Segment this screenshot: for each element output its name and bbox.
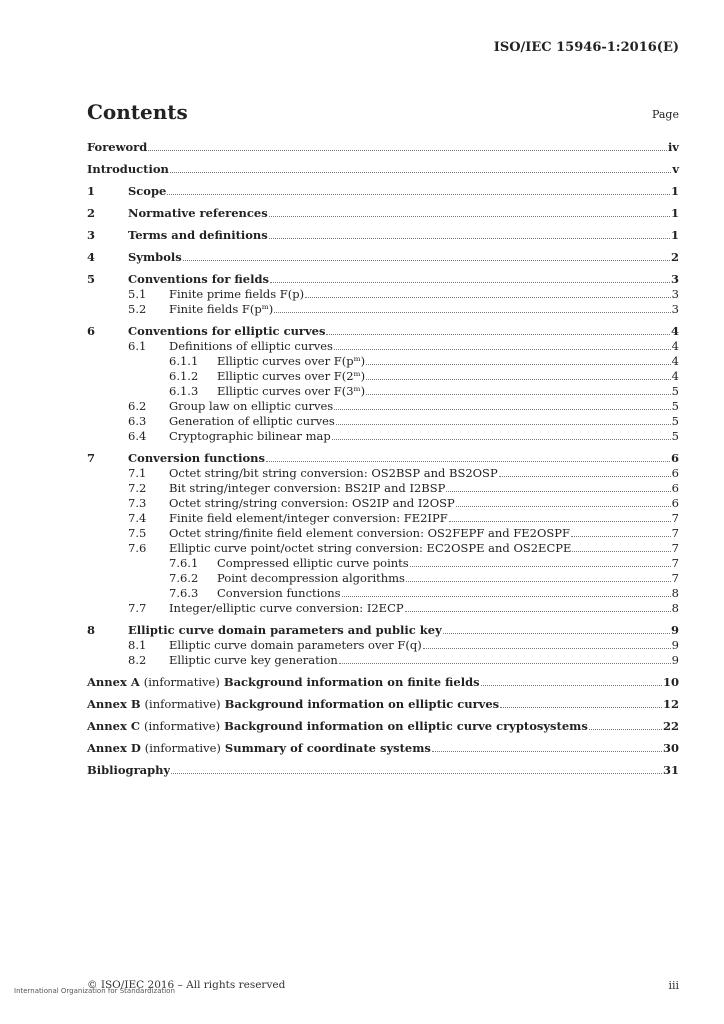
toc-entry[interactable] xyxy=(87,324,679,339)
table-of-contents xyxy=(87,140,679,778)
toc-entry-title: Scope xyxy=(128,184,167,198)
toc-entry-number: 5.2 xyxy=(128,302,147,316)
leader-dots xyxy=(326,333,670,335)
toc-entry[interactable] xyxy=(87,384,679,399)
toc-entry-page: 4 xyxy=(671,369,679,383)
toc-entry-page: 2 xyxy=(670,250,679,264)
toc-entry-number: 7.5 xyxy=(128,526,147,540)
toc-entry-number: 6.1.2 xyxy=(169,369,199,383)
toc-entry-number: 1 xyxy=(87,184,96,198)
toc-entry-title: Octet string/string conversion: OS2IP and I2OSP xyxy=(169,496,455,510)
leader-dots xyxy=(270,281,670,283)
toc-entry-number: 8 xyxy=(87,623,96,637)
leader-dots xyxy=(167,193,670,195)
toc-entry-number: 7.6.2 xyxy=(169,571,199,585)
toc-entry-number: 7.6.1 xyxy=(169,556,199,570)
leader-dots xyxy=(274,311,670,313)
toc-entry[interactable] xyxy=(87,354,679,369)
toc-entry-number: 2 xyxy=(87,206,96,220)
toc-entry-page: 6 xyxy=(670,451,679,465)
toc-entry[interactable] xyxy=(87,302,679,317)
toc-entry-page: 8 xyxy=(671,601,679,615)
leader-dots xyxy=(183,259,670,261)
toc-entry[interactable] xyxy=(87,511,679,526)
toc-entry[interactable] xyxy=(87,184,679,199)
toc-entry[interactable] xyxy=(87,623,679,638)
toc-entry-page: 7 xyxy=(671,556,679,570)
toc-entry[interactable] xyxy=(87,675,679,690)
toc-entry-page: 4 xyxy=(671,339,679,353)
leader-dots xyxy=(269,215,670,217)
toc-entry-page: 10 xyxy=(662,675,679,689)
annex-label: Annex A xyxy=(87,675,140,689)
leader-dots xyxy=(446,490,670,492)
leader-dots xyxy=(410,565,671,567)
toc-entry[interactable] xyxy=(87,496,679,511)
toc-entry-number: 3 xyxy=(87,228,96,242)
toc-entry[interactable] xyxy=(87,586,679,601)
toc-entry-title: Octet string/finite field element conversion: OS2FEPF and FE2OSPF xyxy=(169,526,570,540)
leader-dots xyxy=(171,772,662,774)
toc-entry-title: Foreword xyxy=(87,140,148,154)
leader-dots xyxy=(148,149,667,151)
toc-entry-page: 30 xyxy=(662,741,679,755)
toc-entry-page: 22 xyxy=(662,719,679,733)
toc-entry[interactable] xyxy=(87,719,679,734)
leader-dots xyxy=(481,684,662,686)
copyright-notice: © ISO/IEC 2016 – All rights reserved xyxy=(87,979,286,991)
toc-entry-title: Elliptic curve point/octet string conversion: EC2OSPE and OS2ECPE xyxy=(169,541,572,555)
leader-dots xyxy=(366,378,671,380)
leader-dots xyxy=(332,438,671,440)
leader-dots xyxy=(423,647,671,649)
toc-entry[interactable] xyxy=(87,466,679,481)
toc-entry-title: Point decompression algorithms xyxy=(217,571,405,585)
toc-entry-title: Background information on elliptic curves xyxy=(224,697,500,711)
toc-entry-page: 3 xyxy=(671,287,679,301)
leader-dots xyxy=(266,460,670,462)
toc-entry-page: 4 xyxy=(671,354,679,368)
toc-entry[interactable] xyxy=(87,763,679,778)
toc-entry[interactable] xyxy=(87,414,679,429)
toc-entry-number: 7.6.3 xyxy=(169,586,199,600)
toc-entry-page: 5 xyxy=(671,399,679,413)
leader-dots xyxy=(336,423,671,425)
toc-entry-number: 6.4 xyxy=(128,429,147,443)
toc-entry-page: 7 xyxy=(671,571,679,585)
toc-entry-page: 7 xyxy=(671,511,679,525)
toc-entry-number: 7.3 xyxy=(128,496,147,510)
leader-dots xyxy=(339,662,671,664)
toc-entry-number: 7 xyxy=(87,451,96,465)
toc-entry[interactable] xyxy=(87,339,679,354)
toc-entry-title: Elliptic curve domain parameters and public key xyxy=(128,623,442,637)
toc-entry-title: Finite prime fields F(p) xyxy=(169,287,305,301)
leader-dots xyxy=(366,363,671,365)
toc-entry-title: Normative references xyxy=(128,206,268,220)
toc-entry[interactable] xyxy=(87,451,679,466)
toc-entry-title: Cryptographic bilinear map xyxy=(169,429,331,443)
toc-entry-number: 6.1 xyxy=(128,339,147,353)
document-id: ISO/IEC 15946-1:2016(E) xyxy=(493,40,679,55)
watermark: International Organization for Standardization xyxy=(14,987,175,995)
toc-entry-page: 1 xyxy=(670,206,679,220)
toc-entry[interactable] xyxy=(87,272,679,287)
toc-entry-title: Group law on elliptic curves xyxy=(169,399,334,413)
toc-entry-number: 7.7 xyxy=(128,601,147,615)
leader-dots xyxy=(334,348,671,350)
toc-entry-title: Elliptic curve key generation xyxy=(169,653,338,667)
toc-entry[interactable] xyxy=(87,481,679,496)
toc-entry-title: Finite field element/integer conversion: FE2IPF xyxy=(169,511,448,525)
leader-dots xyxy=(334,408,670,410)
toc-entry-title: Definitions of elliptic curves xyxy=(169,339,333,353)
toc-entry[interactable] xyxy=(87,206,679,221)
toc-entry-title: Bibliography xyxy=(87,763,171,777)
leader-dots xyxy=(305,296,671,298)
toc-entry-title: Compressed elliptic curve points xyxy=(217,556,409,570)
leader-dots xyxy=(406,580,671,582)
toc-entry-page: iv xyxy=(667,140,679,154)
toc-entry-page: 6 xyxy=(671,496,679,510)
toc-entry-title: Summary of coordinate systems xyxy=(224,741,431,755)
toc-entry-page: 5 xyxy=(671,384,679,398)
toc-entry-title: Finite fields F(pᵐ) xyxy=(169,302,274,316)
toc-entry[interactable] xyxy=(87,162,679,177)
toc-entry-page: 7 xyxy=(671,526,679,540)
toc-entry[interactable] xyxy=(87,653,679,668)
leader-dots xyxy=(456,505,671,507)
toc-entry[interactable] xyxy=(87,601,679,616)
leader-dots xyxy=(572,550,670,552)
leader-dots xyxy=(449,520,671,522)
leader-dots xyxy=(589,728,662,730)
toc-entry-title: Conventions for elliptic curves xyxy=(128,324,326,338)
toc-entry-page: 1 xyxy=(670,184,679,198)
toc-entry-page: 3 xyxy=(670,272,679,286)
toc-entry-page: v xyxy=(672,162,679,176)
toc-entry-number: 5.1 xyxy=(128,287,147,301)
toc-entry-number: 7.2 xyxy=(128,481,147,495)
page-column-label: Page xyxy=(651,108,679,121)
toc-entry-page: 6 xyxy=(671,481,679,495)
leader-dots xyxy=(405,610,671,612)
toc-entry-title: Elliptic curves over F(pᵐ) xyxy=(217,354,366,368)
toc-entry-title: Terms and definitions xyxy=(128,228,268,242)
toc-entry[interactable] xyxy=(87,638,679,653)
toc-entry-page: 5 xyxy=(671,414,679,428)
toc-entry-title: Elliptic curves over F(3ᵐ) xyxy=(217,384,366,398)
leader-dots xyxy=(432,750,662,752)
toc-entry[interactable] xyxy=(87,399,679,414)
toc-entry-page: 5 xyxy=(671,429,679,443)
toc-entry-title: Elliptic curve domain parameters over F(q) xyxy=(169,638,422,652)
page-number: iii xyxy=(668,979,679,992)
toc-entry-page: 6 xyxy=(671,466,679,480)
toc-entry[interactable] xyxy=(87,250,679,265)
annex-note: (informative) xyxy=(144,741,221,755)
toc-entry-title: Introduction xyxy=(87,162,169,176)
leader-dots xyxy=(342,595,671,597)
toc-entry-page: 3 xyxy=(671,302,679,316)
leader-dots xyxy=(500,706,662,708)
annex-label: Annex B xyxy=(87,697,141,711)
toc-entry-title: Bit string/integer conversion: BS2IP and I2BSP xyxy=(169,481,446,495)
toc-entry-number: 8.2 xyxy=(128,653,147,667)
toc-entry-title: Conversion functions xyxy=(128,451,265,465)
toc-entry-title: Conventions for fields xyxy=(128,272,269,286)
toc-entry[interactable] xyxy=(87,556,679,571)
toc-entry[interactable] xyxy=(87,697,679,712)
annex-label: Annex D xyxy=(87,741,141,755)
toc-entry-title: Background information on finite fields xyxy=(223,675,480,689)
toc-entry-number: 4 xyxy=(87,250,96,264)
leader-dots xyxy=(366,393,671,395)
toc-entry-title: Symbols xyxy=(128,250,182,264)
toc-entry[interactable] xyxy=(87,228,679,243)
toc-entry-page: 9 xyxy=(670,623,679,637)
toc-entry-title: Octet string/bit string conversion: OS2BSP and BS2OSP xyxy=(169,466,498,480)
toc-entry-number: 6.1.1 xyxy=(169,354,199,368)
toc-entry-page: 8 xyxy=(671,586,679,600)
toc-entry-page: 9 xyxy=(671,638,679,652)
toc-entry-title: Background information on elliptic curve cryptosystems xyxy=(224,719,588,733)
toc-entry[interactable] xyxy=(87,287,679,302)
toc-entry[interactable] xyxy=(87,741,679,756)
toc-entry-title: Integer/elliptic curve conversion: I2ECP xyxy=(169,601,404,615)
toc-entry-page: 4 xyxy=(670,324,679,338)
annex-note: (informative) xyxy=(143,675,220,689)
annex-label: Annex C xyxy=(87,719,140,733)
toc-entry[interactable] xyxy=(87,541,679,556)
toc-entry[interactable] xyxy=(87,429,679,444)
toc-entry-title: Conversion functions xyxy=(217,586,341,600)
toc-entry-number: 6.2 xyxy=(128,399,147,413)
annex-note: (informative) xyxy=(143,719,221,733)
toc-entry[interactable] xyxy=(87,526,679,541)
leader-dots xyxy=(443,632,670,634)
toc-entry-number: 7.4 xyxy=(128,511,147,525)
toc-entry-title: Generation of elliptic curves xyxy=(169,414,335,428)
toc-entry[interactable] xyxy=(87,369,679,384)
annex-note: (informative) xyxy=(144,697,221,711)
leader-dots xyxy=(170,171,671,173)
page-title: Contents xyxy=(87,100,188,124)
leader-dots xyxy=(269,237,670,239)
toc-entry-page: 9 xyxy=(671,653,679,667)
toc-entry-number: 6.3 xyxy=(128,414,147,428)
toc-entry-page: 1 xyxy=(670,228,679,242)
toc-entry-page: 7 xyxy=(671,541,679,555)
toc-entry-number: 8.1 xyxy=(128,638,147,652)
toc-entry-number: 6.1.3 xyxy=(169,384,199,398)
toc-entry[interactable] xyxy=(87,140,679,155)
toc-entry-page: 12 xyxy=(662,697,679,711)
toc-entry-number: 7.6 xyxy=(128,541,147,555)
toc-entry-number: 7.1 xyxy=(128,466,147,480)
toc-entry-page: 31 xyxy=(662,763,679,777)
leader-dots xyxy=(499,475,671,477)
toc-entry-number: 6 xyxy=(87,324,96,338)
toc-entry-title: Elliptic curves over F(2ᵐ) xyxy=(217,369,366,383)
toc-entry[interactable] xyxy=(87,571,679,586)
leader-dots xyxy=(571,535,671,537)
toc-entry-number: 5 xyxy=(87,272,96,286)
